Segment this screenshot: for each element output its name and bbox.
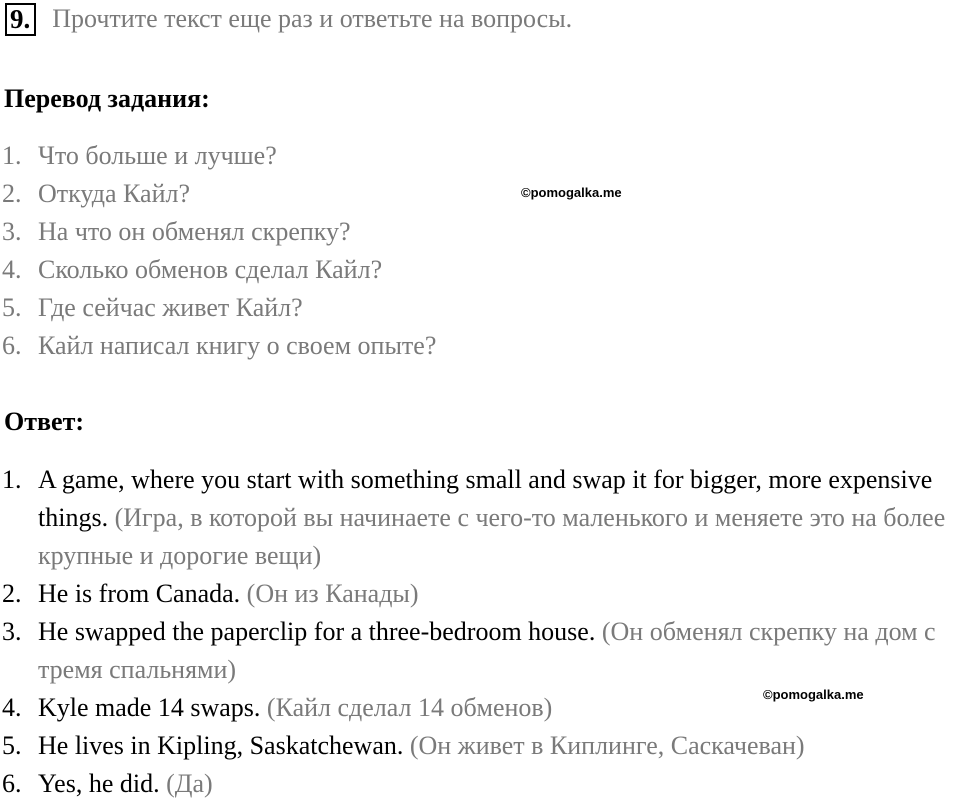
item-text: Что больше и лучше? (38, 141, 277, 170)
task-header (5, 2, 572, 36)
answer-item (0, 765, 960, 803)
answer-russian: (Он живет в Киплинге, Саскачеван) (409, 731, 805, 760)
answer-russian: (Да) (166, 769, 213, 798)
answer-russian: (Он обменял скрепку на дом с тремя спальнями) (38, 617, 936, 684)
answer-russian: (Кайл сделал 14 обменов) (266, 693, 553, 722)
answer-item (0, 575, 960, 613)
item-number: 6. (2, 331, 22, 360)
item-number: 6. (2, 769, 22, 798)
answer-english: Yes, he did. (38, 769, 160, 798)
answer-english: He is from Canada. (38, 579, 241, 608)
item-number: 3. (2, 617, 22, 646)
task-number-badge: 9. (5, 3, 36, 36)
watermark: ©pomogalka.me (521, 185, 622, 200)
answer-russian: (Он из Канады) (246, 579, 419, 608)
item-number: 5. (2, 293, 22, 322)
answer-item (0, 727, 960, 765)
translation-item (0, 213, 436, 251)
translation-list (0, 137, 436, 365)
answer-list (0, 461, 960, 803)
item-text: Кайл написал книгу о своем опыте? (38, 331, 437, 360)
answer-item (0, 461, 958, 575)
answer-heading: Ответ: (4, 407, 85, 436)
item-number: 5. (2, 731, 22, 760)
translation-item (0, 175, 436, 213)
item-text: Где сейчас живет Кайл? (38, 293, 303, 322)
item-number: 3. (2, 217, 22, 246)
translation-heading: Перевод задания: (4, 84, 210, 113)
item-number: 4. (2, 693, 22, 722)
translation-item (0, 137, 436, 175)
translation-item (0, 251, 436, 289)
translation-item (0, 327, 436, 365)
answer-english: He lives in Kipling, Saskatchewan. (38, 731, 404, 760)
item-text: Сколько обменов сделал Кайл? (38, 255, 383, 284)
answer-english: Kyle made 14 swaps. (38, 693, 261, 722)
item-number: 4. (2, 255, 22, 284)
item-number: 1. (2, 141, 22, 170)
translation-item (0, 289, 436, 327)
answer-russian: (Игра, в которой вы начинаете с чего-то маленького и меняете это на более крупные и дорогие вещи) (38, 503, 946, 570)
task-instruction: Прочтите текст еще раз и ответьте на вопросы. (52, 4, 573, 33)
item-number: 2. (2, 579, 22, 608)
item-text: Откуда Кайл? (38, 179, 191, 208)
item-number: 1. (2, 465, 22, 494)
item-number: 2. (2, 179, 22, 208)
watermark: ©pomogalka.me (763, 687, 864, 702)
answer-item (0, 613, 958, 689)
answer-english: A game, where you start with something small and swap it for bigger, more expensive things. (38, 465, 933, 532)
item-text: На что он обменял скрепку? (38, 217, 351, 246)
answer-english: He swapped the paperclip for a three-bedroom house. (38, 617, 596, 646)
